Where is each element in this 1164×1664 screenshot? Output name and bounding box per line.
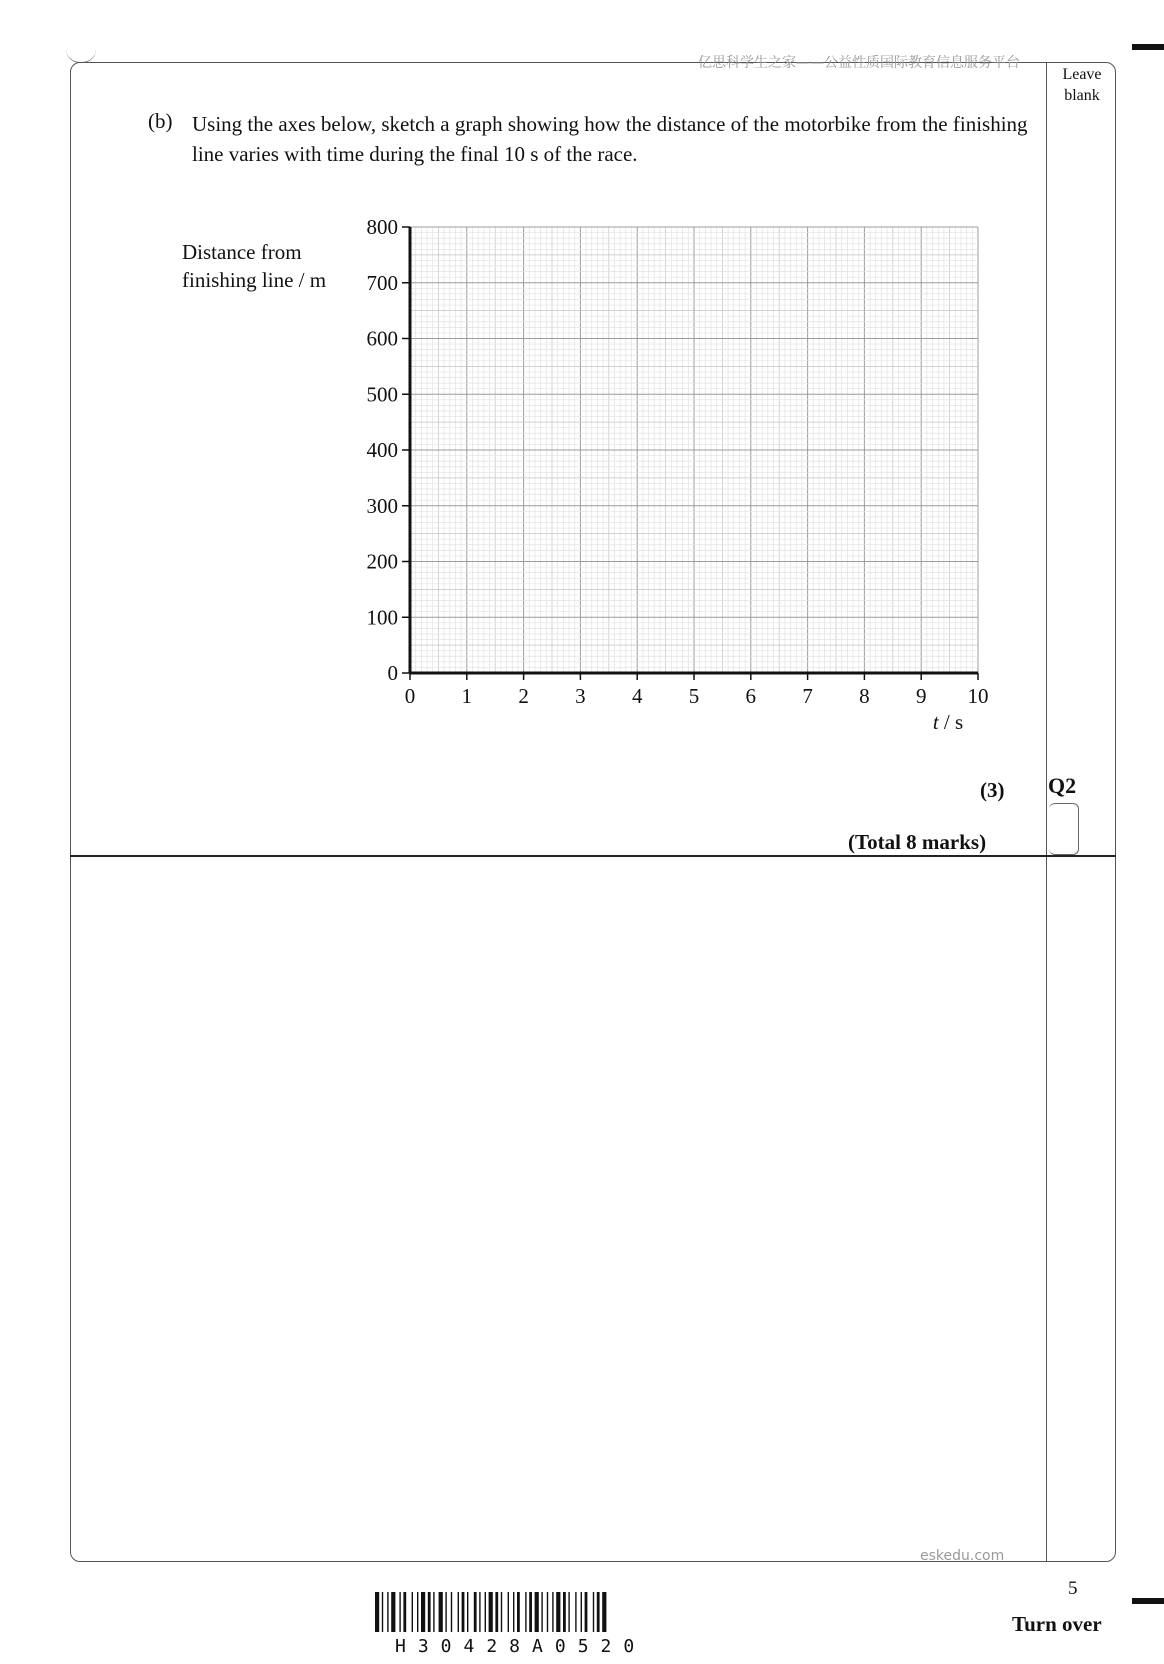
barcode-bar <box>508 1592 509 1632</box>
registration-mark-bottom <box>1132 1598 1164 1604</box>
registration-mark-top <box>1132 44 1164 50</box>
y-tick-label: 300 <box>366 493 398 518</box>
barcode-bar <box>525 1592 526 1632</box>
barcode-bar <box>439 1592 443 1632</box>
barcode-bar <box>568 1592 569 1632</box>
barcode <box>375 1592 815 1634</box>
y-axis-label: Distance from finishing line / m <box>182 240 327 292</box>
x-tick-label: 8 <box>859 684 870 708</box>
x-tick-label: 10 <box>967 684 989 708</box>
x-tick-label: 7 <box>802 684 813 708</box>
barcode-bar <box>581 1592 582 1632</box>
barcode-bar <box>445 1592 446 1632</box>
leave-blank-label: Leave blank <box>1062 66 1102 104</box>
score-box <box>1049 803 1079 855</box>
margin-rule <box>1046 62 1047 1562</box>
x-tick-label: 3 <box>575 684 586 708</box>
barcode-bar <box>382 1592 383 1632</box>
barcode-bar <box>513 1592 514 1632</box>
total-marks-label: (Total 8 marks) <box>848 830 987 854</box>
barcode-bar <box>547 1592 548 1632</box>
barcode-bar <box>501 1592 502 1632</box>
barcode-bar <box>495 1592 498 1632</box>
turn-over-label: Turn over <box>1012 1612 1102 1636</box>
barcode-bar <box>552 1592 553 1632</box>
barcode-bar <box>403 1592 406 1632</box>
barcode-bar <box>467 1592 468 1632</box>
barcode-bar <box>517 1592 520 1632</box>
y-tick-label: 100 <box>366 605 398 630</box>
barcode-bar <box>391 1592 395 1632</box>
barcode-bar <box>489 1592 493 1632</box>
question-part-label: (b) <box>148 109 173 133</box>
barcode-bar <box>375 1592 379 1632</box>
barcode-bar <box>575 1592 576 1632</box>
barcode-bar <box>433 1592 434 1632</box>
x-tick-label: 5 <box>688 684 700 708</box>
watermark-bottom: eskedu.com <box>920 1548 1005 1564</box>
y-tick-label: 700 <box>366 270 398 295</box>
barcode-bar <box>474 1592 477 1632</box>
barcode-bar <box>428 1592 431 1632</box>
x-tick-label: 6 <box>745 684 757 708</box>
x-tick-label: 4 <box>631 684 643 708</box>
barcode-bar <box>421 1592 425 1632</box>
x-tick-label: 2 <box>518 684 529 708</box>
barcode-bar <box>602 1592 606 1632</box>
x-tick-label: 0 <box>404 684 416 708</box>
y-tick-label: 0 <box>387 661 398 685</box>
x-tick-label: 9 <box>915 684 927 708</box>
barcode-bar <box>458 1592 459 1632</box>
page-number: 5 <box>1068 1578 1078 1599</box>
corner-curve <box>66 48 96 63</box>
barcode-bar <box>387 1592 388 1632</box>
barcode-bar <box>529 1592 532 1632</box>
barcode-bar <box>563 1592 566 1632</box>
x-axis-label: t / s <box>932 710 964 734</box>
y-tick-label: 400 <box>366 438 398 462</box>
question-divider <box>70 855 1116 857</box>
watermark-top: 亿思科学生之家——公益性质国际教育信息服务平台 <box>698 55 1020 71</box>
barcode-bar <box>485 1592 486 1632</box>
question-text: Using the axes below, sketch a graph showing how the distance of the motorbike from the finishing line varies with time during the final 10 s of the race. <box>192 112 1028 166</box>
barcode-bar <box>462 1592 465 1632</box>
barcode-bar <box>535 1592 539 1632</box>
barcode-bar <box>597 1592 600 1632</box>
barcode-bar <box>541 1592 542 1632</box>
y-tick-label: 200 <box>366 549 398 574</box>
barcode-bar <box>585 1592 588 1632</box>
barcode-bar <box>399 1592 400 1632</box>
barcode-bar <box>451 1592 452 1632</box>
barcode-bar <box>593 1592 594 1632</box>
y-tick-label: 500 <box>366 382 398 407</box>
x-tick-label: 1 <box>461 684 473 708</box>
barcode-bar <box>479 1592 480 1632</box>
barcode-text: H30428A0520 <box>395 1636 647 1657</box>
marks-label: (3) <box>980 778 1005 802</box>
y-tick-label: 600 <box>366 326 398 351</box>
question-number: Q2 <box>1048 773 1077 798</box>
y-tick-label: 800 <box>366 215 398 239</box>
distance-time-axes[interactable] <box>340 205 1000 745</box>
barcode-bar <box>556 1592 560 1632</box>
barcode-bar <box>412 1592 413 1632</box>
barcode-bar <box>417 1592 418 1632</box>
